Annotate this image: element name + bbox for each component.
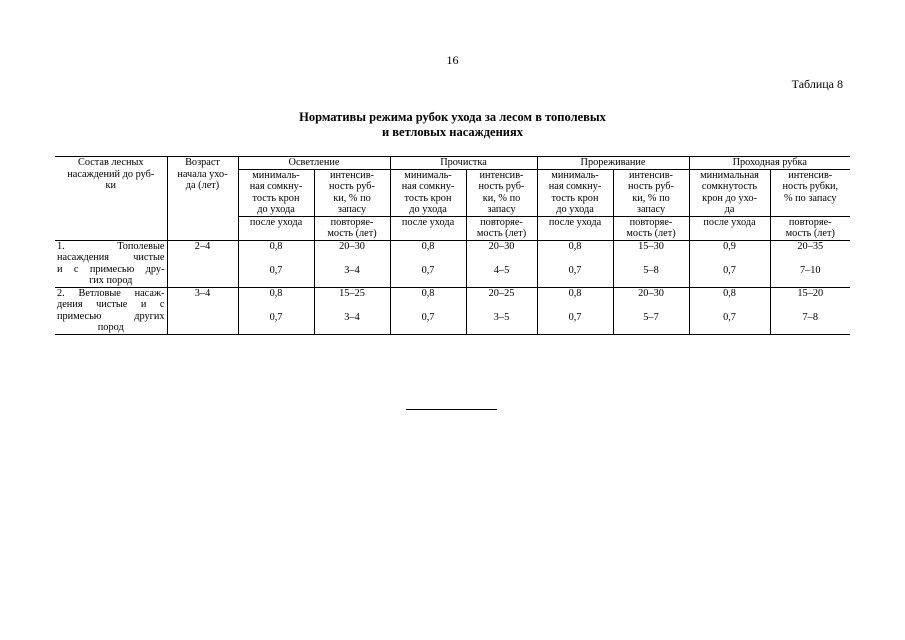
- row-value: 0,9 0,7: [689, 240, 770, 287]
- row-value: 0,8 0,7: [537, 240, 613, 287]
- header-after: после ухода: [689, 216, 770, 240]
- norms-table: [55, 156, 850, 335]
- header-after: после ухода: [238, 216, 314, 240]
- header-intensity: интенсив- ность руб- ки, % по запасу: [466, 169, 537, 216]
- header-group-osvetlenie: Осветление: [238, 157, 390, 170]
- row-value: 0,8 0,7: [390, 287, 466, 334]
- table-row: [55, 287, 850, 334]
- row-value: 20–35 7–10: [770, 240, 850, 287]
- row-age: 3–4: [167, 287, 238, 334]
- title-line-1: Нормативы режима рубок ухода за лесом в тополевых: [299, 110, 606, 124]
- header-group-prokhodnaya: Проходная рубка: [689, 157, 850, 170]
- row-value: 0,8 0,7: [689, 287, 770, 334]
- header-age: Возраст начала ухо- да (лет): [167, 157, 238, 241]
- header-composition: Состав лесных насаждений до руб- ки: [55, 157, 167, 241]
- row-value: 20–25 3–5: [466, 287, 537, 334]
- header-intensity-last: интенсив- ность рубки, % по запасу: [770, 169, 850, 216]
- row-value: 15–25 3–4: [314, 287, 390, 334]
- header-intensity: интенсив- ность руб- ки, % по запасу: [613, 169, 689, 216]
- title-line-2: и ветловых насаждениях: [381, 125, 524, 139]
- row-value: 15–30 5–8: [613, 240, 689, 287]
- row-value: 15–20 7–8: [770, 287, 850, 334]
- header-intensity: интенсив- ность руб- ки, % по запасу: [314, 169, 390, 216]
- table-label: Таблица 8: [791, 77, 843, 91]
- header-repeat: повторяе- мость (лет): [314, 216, 390, 240]
- header-min-density: минималь- ная сомкну- тость крон до ухода: [238, 169, 314, 216]
- footnote-rule: [406, 409, 497, 410]
- row-value: 20–30 3–4: [314, 240, 390, 287]
- row-value: 20–30 4–5: [466, 240, 537, 287]
- header-group-prorezhivanie: Прореживание: [537, 157, 689, 170]
- row-value: 0,8 0,7: [238, 287, 314, 334]
- row-value: 0,8 0,7: [238, 240, 314, 287]
- header-repeat: повторяе- мость (лет): [770, 216, 850, 240]
- header-after: после ухода: [537, 216, 613, 240]
- row-value: 0,8 0,7: [537, 287, 613, 334]
- table-title: [0, 110, 905, 140]
- header-repeat: повторяе- мость (лет): [466, 216, 537, 240]
- page-number: 16: [446, 53, 459, 67]
- header-after: после ухода: [390, 216, 466, 240]
- header-min-density: минималь- ная сомкну- тость крон до ухода: [537, 169, 613, 216]
- row-composition: 2. Ветловые насаж- дения чистые и с примесью других пород: [55, 287, 167, 334]
- table-row: [55, 240, 850, 287]
- header-group-prochistka: Прочистка: [390, 157, 537, 170]
- header-min-density-last: минимальная сомкнутость крон до ухо- да: [689, 169, 770, 216]
- row-value: 20–30 5–7: [613, 287, 689, 334]
- header-repeat: повторяе- мость (лет): [613, 216, 689, 240]
- row-composition: 1. Тополевые насаждения чистые и с примесью дру- гих пород: [55, 240, 167, 287]
- header-min-density: минималь- ная сомкну- тость крон до ухода: [390, 169, 466, 216]
- row-age: 2–4: [167, 240, 238, 287]
- row-value: 0,8 0,7: [390, 240, 466, 287]
